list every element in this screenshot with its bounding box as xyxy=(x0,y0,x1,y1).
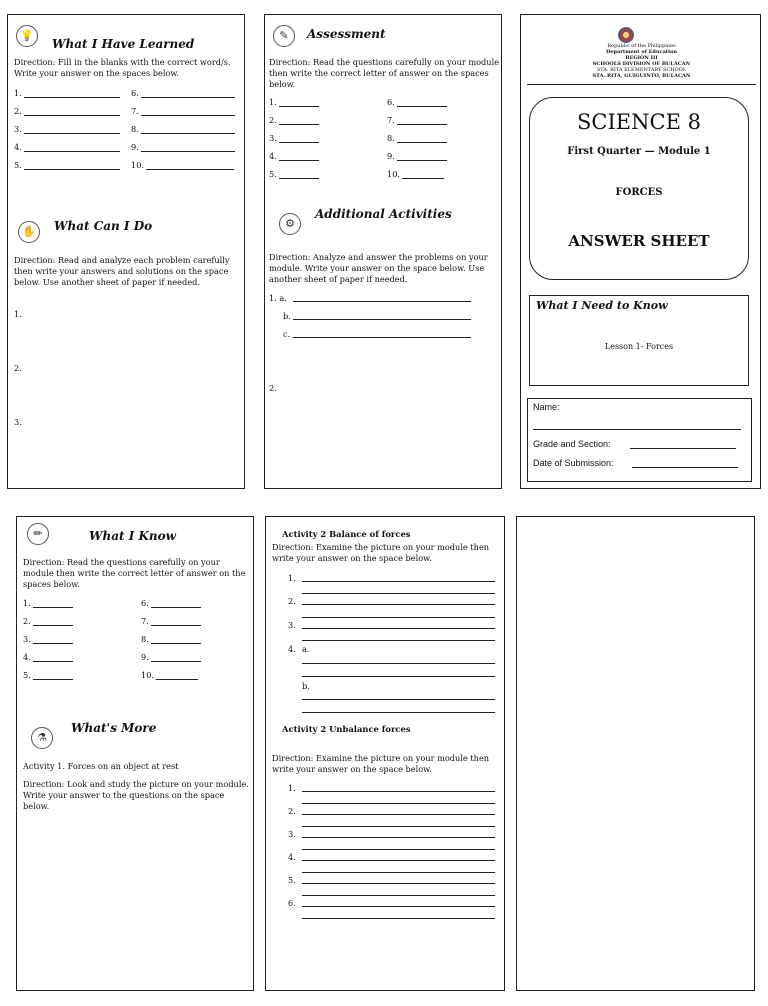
subject-title: SCIENCE 8 xyxy=(577,110,701,134)
list-item[interactable]: 1. xyxy=(23,598,73,608)
answer-line[interactable] xyxy=(302,906,495,907)
section-title-balance: Activity 2 Balance of forces xyxy=(282,529,411,539)
answer-line[interactable] xyxy=(302,593,495,594)
answer-item[interactable]: 1. a. xyxy=(269,293,287,303)
answer-item[interactable]: 5. xyxy=(288,875,296,885)
student-info-box xyxy=(527,398,752,482)
direction-assessment: Direction: Read the questions carefully on your module then write the correct letter of answer on the spaces below. xyxy=(269,57,500,89)
answer-item[interactable]: 2. xyxy=(269,383,277,393)
panel-cover xyxy=(520,14,761,489)
answer-line[interactable] xyxy=(302,918,495,919)
answer-line[interactable] xyxy=(302,895,495,896)
list-item[interactable]: 6. xyxy=(131,88,235,98)
panel-activity2 xyxy=(265,516,505,991)
answer-item[interactable]: 1. xyxy=(288,783,296,793)
list-item[interactable]: 4. xyxy=(269,151,319,161)
answer-line[interactable] xyxy=(302,699,495,700)
answer-line[interactable] xyxy=(302,837,495,838)
list-item[interactable]: 8. xyxy=(131,124,235,134)
list-item[interactable]: 7. xyxy=(131,106,235,116)
answer-line[interactable] xyxy=(302,617,495,618)
hand-icon: ✋ xyxy=(18,221,40,243)
answer-line[interactable] xyxy=(302,676,495,677)
panel-blank xyxy=(516,516,755,991)
answer-item[interactable]: 4. xyxy=(288,852,296,862)
grade-label: Grade and Section: xyxy=(533,439,611,449)
answer-line[interactable] xyxy=(293,301,471,302)
answer-line[interactable] xyxy=(302,663,495,664)
answer-line[interactable] xyxy=(293,319,471,320)
list-item[interactable]: 3. xyxy=(23,634,73,644)
title-box xyxy=(529,97,749,280)
header-line: Department of Education xyxy=(606,49,677,55)
list-item[interactable]: 3. xyxy=(269,133,319,143)
quarter-label: First Quarter — Module 1 xyxy=(567,146,711,157)
name-field[interactable] xyxy=(533,429,741,430)
panel-assessment xyxy=(264,14,502,489)
activity-label: Activity 1. Forces on an object at rest xyxy=(23,761,179,771)
direction-balance: Direction: Examine the picture on your module then write your answer on the space below. xyxy=(272,542,490,563)
answer-line[interactable] xyxy=(302,814,495,815)
topic-label: FORCES xyxy=(615,187,663,198)
list-item[interactable]: 2. xyxy=(269,115,319,125)
list-item[interactable]: 9. xyxy=(131,142,235,152)
answer-item[interactable]: b. xyxy=(283,311,291,321)
answer-item[interactable]: 3. xyxy=(14,417,22,427)
list-item[interactable]: 7. xyxy=(141,616,201,626)
answer-item[interactable]: 1. xyxy=(288,573,296,583)
answer-line[interactable] xyxy=(302,640,495,641)
list-item[interactable]: 6. xyxy=(387,97,447,107)
answer-subitem[interactable]: b. xyxy=(302,681,310,691)
answer-line[interactable] xyxy=(302,604,495,605)
list-item[interactable]: 4. xyxy=(14,142,120,152)
answer-item[interactable]: 6. xyxy=(288,898,296,908)
experiment-icon: ⚗ xyxy=(31,727,53,749)
section-title-can-do: What Can I Do xyxy=(54,219,153,233)
direction-can-do: Direction: Read and analyze each problem carefully then write your answers and solutions on the space below. Use another sheet of paper if needed. xyxy=(14,255,230,287)
answer-line[interactable] xyxy=(302,712,495,713)
answer-item[interactable]: 3. xyxy=(288,620,296,630)
list-item[interactable]: 1. xyxy=(14,88,120,98)
section-title-unbalance: Activity 2 Unbalance forces xyxy=(282,724,411,734)
list-item[interactable]: 8. xyxy=(141,634,201,644)
list-item[interactable]: 5. xyxy=(14,160,120,170)
answer-line[interactable] xyxy=(302,803,495,804)
pen-icon: ✎ xyxy=(273,25,295,47)
answer-item[interactable]: 3. xyxy=(288,829,296,839)
list-item[interactable]: 6. xyxy=(141,598,201,608)
lesson-label: Lesson 1- Forces xyxy=(604,342,674,351)
header-line: STA. RITA ELEMENTARY SCHOOL xyxy=(596,67,687,73)
gears-icon: ⚙ xyxy=(279,213,301,235)
list-item[interactable]: 1. xyxy=(269,97,319,107)
list-item[interactable]: 3. xyxy=(14,124,120,134)
list-item[interactable]: 5. xyxy=(269,169,319,179)
answer-subitem[interactable]: a. xyxy=(302,644,310,654)
pencil-icon: ✏ xyxy=(27,523,49,545)
list-item[interactable]: 5. xyxy=(23,670,73,680)
grade-field[interactable] xyxy=(630,448,736,449)
lightbulb-icon: 💡 xyxy=(16,25,38,47)
deped-seal-icon xyxy=(618,27,634,43)
section-title-more: What's More xyxy=(71,721,157,735)
answer-line[interactable] xyxy=(302,849,495,850)
answer-line[interactable] xyxy=(302,628,495,629)
list-item[interactable]: 7. xyxy=(387,115,447,125)
answer-line[interactable] xyxy=(302,581,495,582)
list-item[interactable]: 10. xyxy=(387,169,444,179)
section-title-know: What I Know xyxy=(89,529,176,543)
section-title-assessment: Assessment xyxy=(307,27,386,41)
sheet-label: ANSWER SHEET xyxy=(568,232,710,250)
list-item[interactable]: 8. xyxy=(387,133,447,143)
direction-unbalance: Direction: Examine the picture on your module then write your answer on the space below. xyxy=(272,753,490,774)
list-item[interactable]: 10. xyxy=(141,670,198,680)
direction-learned: Direction: Fill in the blanks with the correct word/s. Write your answer on the spaces below. xyxy=(14,57,231,78)
name-label: Name: xyxy=(533,402,560,412)
direction-know: Direction: Read the questions carefully on your module then write the correct letter of answer on the spaces below. xyxy=(23,557,246,589)
panel-know xyxy=(16,516,254,991)
answer-line[interactable] xyxy=(302,860,495,861)
list-item[interactable]: 9. xyxy=(141,652,201,662)
section-title-additional: Additional Activities xyxy=(315,207,452,221)
answer-line[interactable] xyxy=(302,791,495,792)
panel-learned xyxy=(7,14,245,489)
answer-item[interactable]: 1. xyxy=(14,309,22,319)
answer-line[interactable] xyxy=(302,826,495,827)
answer-item[interactable]: 4. xyxy=(288,644,296,654)
header-line: REGION III xyxy=(625,55,658,61)
need-box xyxy=(529,295,749,386)
list-item[interactable]: 9. xyxy=(387,151,447,161)
answer-line[interactable] xyxy=(293,337,471,338)
answer-item[interactable]: c. xyxy=(283,329,291,339)
answer-item[interactable]: 2. xyxy=(288,806,296,816)
date-field[interactable] xyxy=(632,467,738,468)
date-label: Date of Submission: xyxy=(533,458,614,468)
list-item[interactable]: 2. xyxy=(14,106,120,116)
header-divider xyxy=(527,84,756,85)
header-line: SCHOOLS DIVISION OF BULACAN xyxy=(592,61,691,67)
list-item[interactable]: 2. xyxy=(23,616,73,626)
answer-item[interactable]: 2. xyxy=(14,363,22,373)
section-title-need: What I Need to Know xyxy=(536,299,668,312)
answer-line[interactable] xyxy=(302,883,495,884)
direction-additional: Direction: Analyze and answer the problems on your module. Write your answer on the space below. Use another sheet of paper if needed. xyxy=(269,252,488,284)
school-header xyxy=(521,43,762,79)
header-line: STA. RITA, GUIGUINTO, BULACAN xyxy=(592,73,691,79)
list-item[interactable]: 4. xyxy=(23,652,73,662)
section-title-learned: What I Have Learned xyxy=(52,37,195,51)
direction-more: Direction: Look and study the picture on your module. Write your answer to the questions on the space below. xyxy=(23,779,249,811)
answer-item[interactable]: 2. xyxy=(288,596,296,606)
list-item[interactable]: 10. xyxy=(131,160,234,170)
header-line: Republic of the Philippines xyxy=(607,43,676,49)
answer-line[interactable] xyxy=(302,872,495,873)
